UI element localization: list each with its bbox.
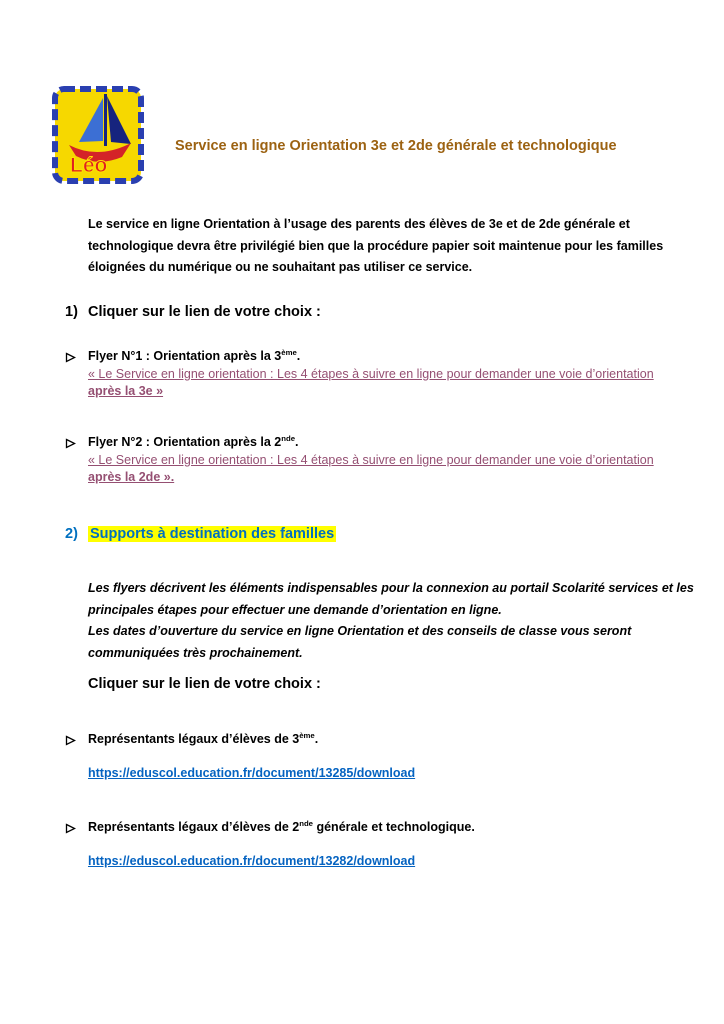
bullet-arrow-icon bbox=[65, 348, 88, 401]
section2-paragraph-1: Les flyers décrivent les éléments indispensables pour la connexion au portail Scolarité services et les principales étapes pour effectuer une demande d’orientation en ligne. bbox=[88, 581, 694, 617]
flyer1-link[interactable] bbox=[88, 366, 688, 401]
download1-link[interactable]: https://eduscol.education.fr/document/13285/download bbox=[88, 766, 416, 780]
section2-subheading: Cliquer sur le lien de votre choix : bbox=[88, 676, 321, 692]
flyer2-title bbox=[88, 434, 688, 452]
section2-heading bbox=[65, 526, 685, 542]
flyer2-title-text: Flyer N°2 : Orientation après la 2 bbox=[88, 435, 282, 449]
flyer2-body bbox=[88, 434, 688, 487]
flyer1-title-text: Flyer N°1 : Orientation après la 3 bbox=[88, 349, 282, 363]
bullet-arrow-icon bbox=[65, 434, 88, 487]
flyer2-item bbox=[65, 434, 705, 487]
download2-link[interactable]: https://eduscol.education.fr/document/13282/download bbox=[88, 854, 416, 868]
flyer1-link-text[interactable]: « Le Service en ligne orientation : Les 4 étapes à suivre en ligne pour demander une voie d’orientation bbox=[88, 366, 654, 381]
flyer2-title-superscript: nde bbox=[281, 433, 296, 443]
flyer1-item bbox=[65, 348, 705, 401]
download2-label bbox=[88, 819, 688, 837]
download2-body bbox=[88, 819, 688, 839]
flyer1-title-period: . bbox=[296, 349, 301, 363]
school-logo-graphic bbox=[50, 84, 146, 186]
download2-label-suffix: générale et technologique. bbox=[313, 820, 475, 834]
download2-item bbox=[65, 819, 705, 839]
download1-item bbox=[65, 731, 705, 751]
flyer1-body bbox=[88, 348, 688, 401]
download2-label-text: Représentants légaux d’élèves de 2 bbox=[88, 820, 300, 834]
section2-heading-text: Supports à destination des familles bbox=[90, 526, 335, 542]
bullet-arrow-icon bbox=[65, 731, 88, 751]
download2-label-superscript: nde bbox=[299, 818, 313, 828]
flyer1-title-superscript: ème bbox=[281, 347, 297, 357]
intro-paragraph: Le service en ligne Orientation à l’usage des parents des élèves de 3e et de 2de générale et technologique devra être privilégié bien que la procédure papier soit maintenue pour les familles éloignées du numérique ou ne souhaitant pas utiliser ce service. bbox=[88, 217, 664, 274]
flyer2-link-bold-text[interactable]: après la 2de ». bbox=[88, 470, 175, 484]
flyer1-title bbox=[88, 348, 688, 366]
section1-heading bbox=[65, 304, 685, 320]
section2-description bbox=[88, 578, 708, 664]
logo-text: Léo bbox=[70, 154, 108, 177]
section1-number: 1) bbox=[65, 304, 78, 320]
section1-heading-text: Cliquer sur le lien de votre choix : bbox=[88, 304, 321, 320]
school-logo bbox=[50, 84, 146, 186]
download1-body bbox=[88, 731, 688, 751]
download1-label-text: Représentants légaux d’élèves de 3 bbox=[88, 732, 300, 746]
section2-number: 2) bbox=[65, 526, 78, 542]
download1-label-superscript: ème bbox=[299, 730, 315, 740]
section2-paragraph-2: Les dates d’ouverture du service en ligne Orientation et des conseils de classe vous seront communiquées très prochainement. bbox=[88, 624, 632, 660]
flyer2-title-period: . bbox=[295, 435, 299, 449]
download1-label bbox=[88, 731, 688, 749]
download1-label-suffix: . bbox=[314, 732, 319, 746]
document-title: Service en ligne Orientation 3e et 2de générale et technologique bbox=[175, 138, 617, 154]
flyer2-link[interactable] bbox=[88, 452, 688, 487]
flyer1-link-bold-text[interactable]: après la 3e » bbox=[88, 384, 164, 398]
bullet-arrow-icon bbox=[65, 819, 88, 839]
flyer2-link-text[interactable]: « Le Service en ligne orientation : Les 4 étapes à suivre en ligne pour demander une voie d’orientation bbox=[88, 452, 654, 467]
